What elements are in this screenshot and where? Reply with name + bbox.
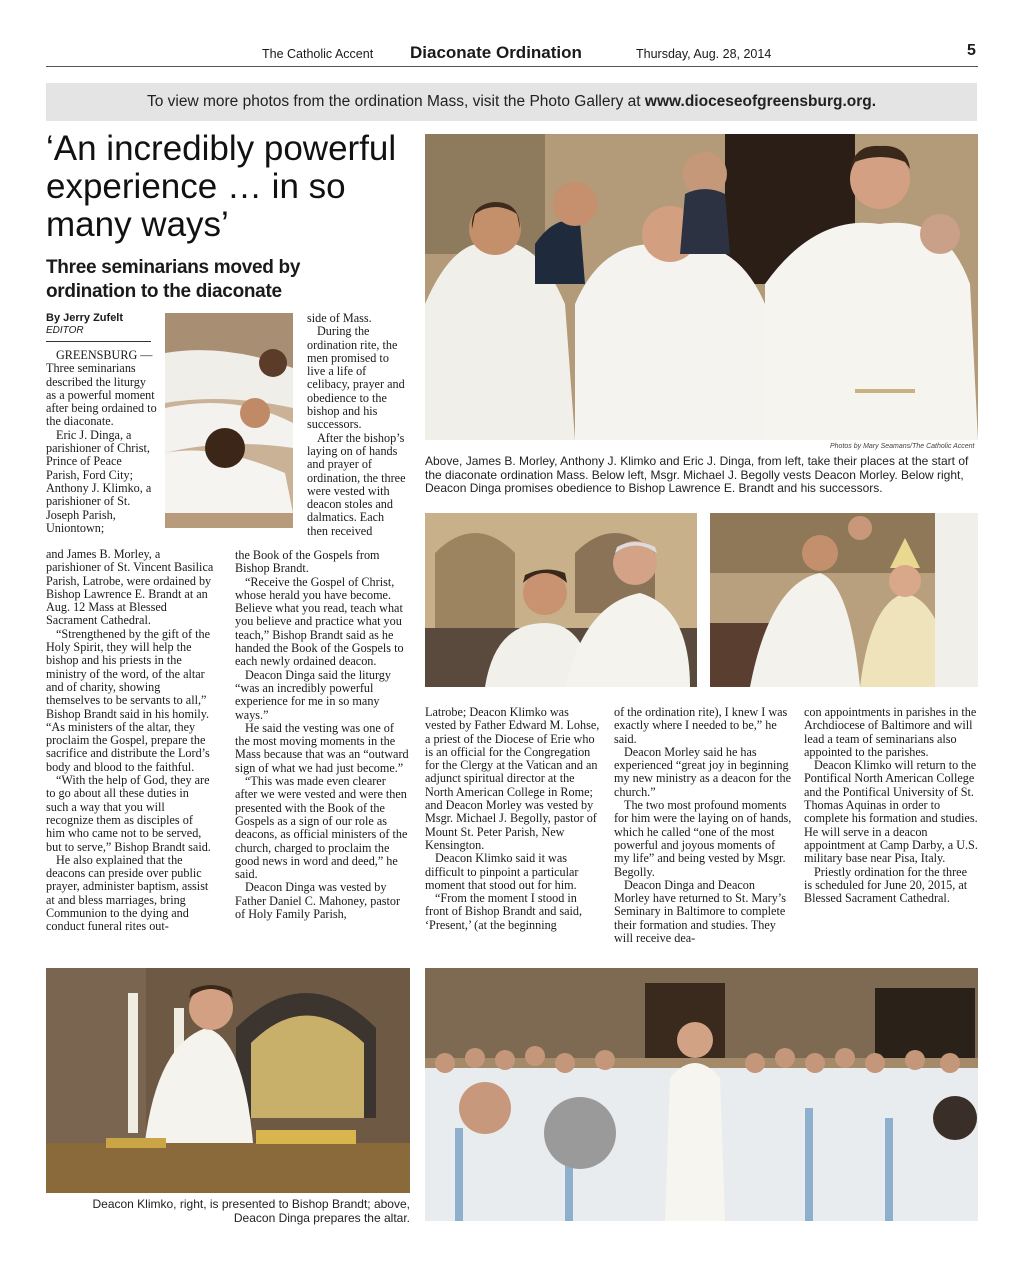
article-col1-wide xyxy=(46,548,214,934)
photo-vesting-morley xyxy=(425,513,697,687)
photo-altar-preparation xyxy=(46,968,410,1193)
photo-credit: Photos by Mary Seamans/The Catholic Accent xyxy=(830,443,975,450)
paragraph: He also explained that the deacons can preside over public prayer, administer baptism, assist at and bless marriages, bring Communion to the dying and conduct funeral rites out- xyxy=(46,852,209,934)
photo-gallery-banner xyxy=(46,83,977,121)
paragraph: “With the help of God, they are to go about all these duties in such a way that you will recognize them as disciples of him who came not to be served, but to serve,” Bishop Brandt said. xyxy=(46,773,211,854)
paragraph: GREENSBURG —Three seminarians described the liturgy as a powerful moment after being ordained to the diaconate. xyxy=(46,348,157,429)
photo-prostration xyxy=(165,313,293,528)
paragraph: The two most profound moments for him were the laying on of hands, which he called “one of the most powerful and joyous moments of my life” and being vested by Msgr. Begolly. xyxy=(614,798,792,879)
paragraph: “From the moment I stood in front of Bishop Brandt and said, ‘Present,’ (at the beginning xyxy=(425,891,583,932)
article-col2-wide xyxy=(235,549,410,921)
paragraph: Priestly ordination for the three is scheduled for June 20, 2015, at Blessed Sacrament Cathedral. xyxy=(804,864,968,906)
paragraph: “Strengthened by the gift of the Holy Spirit, they will help the bishop and his priests in the ministry of the word, of the altar and of charity, showing themselves to be servants to all,” Bishop Brandt said in his homily. “As ministers of the altar, they proclaim the Gospel, prepare the sacrifice and distribute the Lord’s body and blood to the faithful. xyxy=(46,626,210,774)
banner-url[interactable]: www.dioceseofgreensburg.org. xyxy=(644,93,877,110)
article-col1-narrow xyxy=(46,349,158,535)
paragraph: Deacon Klimko said it was difficult to pinpoint a particular moment that stood out for him. xyxy=(425,851,579,892)
photo-promise-obedience xyxy=(710,513,978,687)
section-title: Diaconate Ordination xyxy=(410,43,582,62)
header-rule xyxy=(46,66,978,67)
article-headline: ‘An incredibly powerful experience … in so many ways’ xyxy=(46,129,397,244)
paragraph: of the ordination rite), I knew I was exactly where I needed to be,” he said. xyxy=(614,705,788,746)
article-col4 xyxy=(614,706,792,945)
banner-text: To view more photos from the ordination Mass, visit the Photo Gallery at xyxy=(146,93,645,110)
photo-caption-top: Above, James B. Morley, Anthony J. Klimko and Eric J. Dinga, from left, take their places at the start of the diaconate ordination Mass. Below left, Msgr. Michael J. Begolly vests Deacon Morley. Below right, Deacon Dinga promises obedience to Bishop Lawrence E. Brandt and his successors. xyxy=(425,454,969,495)
paragraph: Deacon Morley said he has experienced “great joy in beginning my new ministry as a deacon for the church.” xyxy=(614,744,792,799)
paragraph: “This was made even clearer after we were vested and were then presented with the Book of the Gospels as a sign of our role as deacons, as official ministers of the church, charged to proclaim the good news in word and deed,” he said. xyxy=(235,774,408,882)
article-col3 xyxy=(425,706,603,932)
photo-clergy-seated xyxy=(425,968,978,1221)
article-deck: Three seminarians moved by ordination to the diaconate xyxy=(46,257,301,302)
paragraph: During the ordination rite, the men promised to live a life of celibacy, prayer and obedience to the bishop and his successors. xyxy=(307,324,405,432)
paragraph: Deacon Dinga said the liturgy “was an incredibly powerful experience for me in so many ways.” xyxy=(235,667,391,722)
byline-rule xyxy=(46,341,151,342)
paragraph: Eric J. Dinga, a parishioner of Christ, Prince of Peace Parish, Ford City; Anthony J. Klimko, a parishioner of St. Joseph Parish, Uniontown; xyxy=(46,427,152,535)
paragraph: and James B. Morley, a parishioner of St. Vincent Basilica Parish, Latrobe, were ordained by Bishop Lawrence E. Brandt at an Aug. 12 Mass at Blessed Sacrament Cathedral. xyxy=(46,547,214,628)
photo-caption-bottom: Deacon Klimko, right, is presented to Bishop Brandt; above, Deacon Dinga prepares the altar. xyxy=(92,1197,410,1225)
paragraph: the Book of the Gospels from Bishop Brandt. xyxy=(235,548,380,576)
page-header xyxy=(0,44,1024,66)
article-col2-narrow xyxy=(307,312,407,538)
paragraph: Latrobe; Deacon Klimko was vested by Father Edward M. Lohse, a priest of the Diocese of Erie who is an official for the Congregation for the Clergy at the Vatican and an adjunct spiritual director at the North American College in Rome; and Deacon Morley was vested by Msgr. Michael J. Begolly, pastor of Mount St. Peter Parish, New Kensington. xyxy=(425,705,600,852)
paragraph: Deacon Dinga and Deacon Morley have returned to St. Mary’s Seminary in Baltimore to complete their formation and studies. They will receive dea- xyxy=(614,877,786,946)
article-col5 xyxy=(804,706,978,905)
issue-date: Thursday, Aug. 28, 2014 xyxy=(636,47,772,61)
byline-role: EDITOR xyxy=(46,325,84,336)
paragraph: “Receive the Gospel of Christ, whose herald you have become. Believe what you read, teach what you believe and practice what you teach,” Bishop Brandt said as he handed the Book of the Gospels to each newly ordained deacon. xyxy=(235,574,404,669)
byline: By Jerry Zufelt xyxy=(46,312,124,324)
paragraph: Deacon Klimko will return to the Pontifical North American College and the Pontifical University of St. Thomas Aquinas in order to complete his formation and studies. He will serve in a deacon appointment at Camp Darby, a U.S. military base near Pisa, Italy. xyxy=(804,758,978,866)
page-number: 5 xyxy=(967,42,976,59)
paragraph: He said the vesting was one of the most moving moments in the Mass because that was an “outward sign of what we had just become.” xyxy=(235,720,409,775)
paragraph: Deacon Dinga was vested by Father Daniel C. Mahoney, pastor of Holy Family Parish, xyxy=(235,880,401,922)
paper-name: The Catholic Accent xyxy=(262,47,374,61)
paragraph: After the bishop’s laying on of hands and prayer of ordination, the three were vested with deacon stoles and dalmatics. Each then received xyxy=(307,430,406,538)
paragraph: con appointments in parishes in the Archdiocese of Baltimore and will lead a team of seminarians also appointed to the parishes. xyxy=(804,705,977,759)
paragraph: side of Mass. xyxy=(307,311,372,325)
photo-three-seminarians xyxy=(425,134,978,440)
